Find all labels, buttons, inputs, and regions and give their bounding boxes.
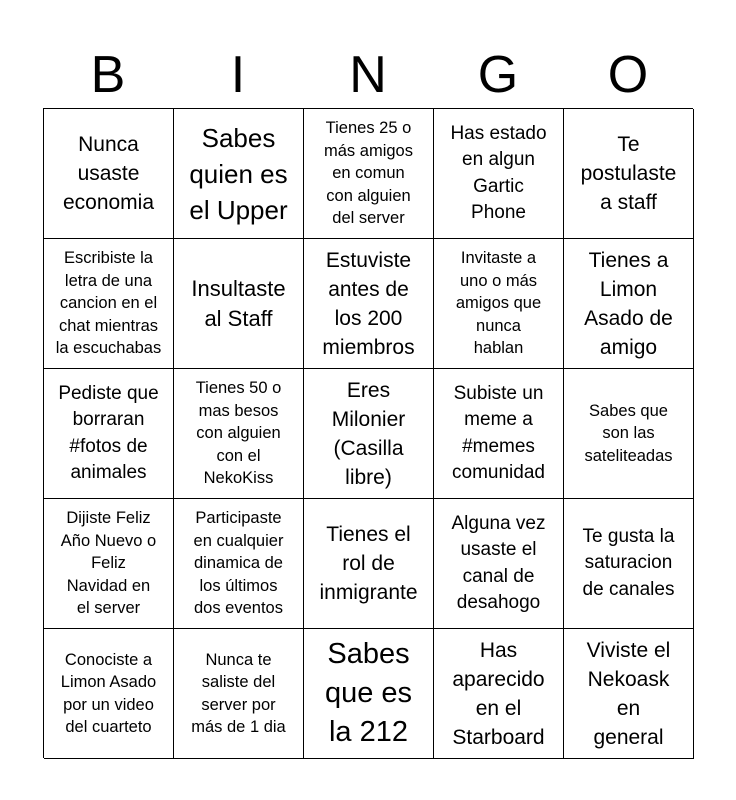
header-letter-i: I [230, 46, 246, 104]
bingo-cell-r5c1[interactable] [44, 629, 174, 759]
header-letter-b: B [90, 46, 126, 104]
bingo-cell-r1c5[interactable] [564, 109, 694, 239]
cell-text: Tienes el rol de inmigrante [319, 523, 418, 604]
cell-text: Subiste un meme a #memes comunidad [452, 382, 545, 483]
bingo-cell-r3c5[interactable] [564, 369, 694, 499]
cell-text: Tienes 50 o mas besos con alguien con el NekoKiss [195, 379, 282, 488]
bingo-cell-r4c5[interactable] [564, 499, 694, 629]
cell-text: Has estado en algun Gartic Phone [450, 122, 547, 223]
bingo-cell-r3c1[interactable] [44, 369, 174, 499]
bingo-cell-r3c2[interactable] [174, 369, 304, 499]
header-letter-n: N [349, 46, 387, 104]
cell-text: Conociste a Limon Asado por un video del cuarteto [60, 650, 157, 736]
cell-text: Eres Milonier (Casilla libre) [331, 378, 406, 489]
bingo-cell-r1c1[interactable] [44, 109, 174, 239]
cell-text: Participaste en cualquier dinamica de los últimos dos eventos [193, 509, 284, 618]
cell-text: Te postulaste a staff [580, 133, 677, 214]
bingo-header [43, 44, 693, 106]
cell-text: Tienes 25 o más amigos en comun con alguien del server [324, 119, 413, 228]
bingo-cell-r4c4[interactable] [434, 499, 564, 629]
bingo-cell-r3c3[interactable] [304, 369, 434, 499]
bingo-cell-r2c3[interactable] [304, 239, 434, 369]
cell-text: Viviste el Nekoask en general [586, 638, 671, 749]
cell-text: Sabes que es la 212 [324, 638, 413, 748]
cell-text: Escribiste la letra de una cancion en el chat mientras la escuchabas [55, 249, 162, 358]
cell-text: Sabes que son las sateliteadas [584, 401, 673, 465]
bingo-cell-r2c2[interactable] [174, 239, 304, 369]
bingo-cell-r4c3[interactable] [304, 499, 434, 629]
cell-text: Sabes quien es el Upper [189, 122, 288, 225]
bingo-cell-r2c5[interactable] [564, 239, 694, 369]
bingo-cell-r5c2[interactable] [174, 629, 304, 759]
bingo-cell-r2c1[interactable] [44, 239, 174, 369]
bingo-cell-r4c1[interactable] [44, 499, 174, 629]
bingo-cell-r5c4[interactable] [434, 629, 564, 759]
cell-text: Dijiste Feliz Año Nuevo o Feliz Navidad en el server [60, 509, 157, 618]
cell-text: Estuviste antes de los 200 miembros [322, 248, 415, 359]
bingo-cell-r5c3[interactable] [304, 629, 434, 759]
header-letter-o: O [607, 46, 649, 104]
bingo-cell-r1c4[interactable] [434, 109, 564, 239]
bingo-cell-r3c4[interactable] [434, 369, 564, 499]
cell-text: Nunca usaste economia [62, 133, 155, 214]
cell-text: Tienes a Limon Asado de amigo [584, 248, 673, 359]
bingo-cell-r2c4[interactable] [434, 239, 564, 369]
cell-text: Nunca te saliste del server por más de 1 dia [191, 650, 286, 736]
cell-text: Insultaste al Staff [191, 276, 286, 331]
cell-text: Te gusta la saturacion de canales [582, 525, 675, 600]
bingo-cell-r1c2[interactable] [174, 109, 304, 239]
bingo-cell-r5c5[interactable] [564, 629, 694, 759]
header-letter-g: G [477, 46, 519, 104]
bingo-board [43, 108, 693, 758]
cell-text: Pediste que borraran #fotos de animales [58, 382, 159, 483]
bingo-cell-r1c3[interactable] [304, 109, 434, 239]
cell-text: Has aparecido en el Starboard [452, 638, 545, 749]
cell-text: Alguna vez usaste el canal de desahogo [451, 512, 546, 613]
cell-text: Invitaste a uno o más amigos que nunca hablan [455, 249, 542, 358]
bingo-cell-r4c2[interactable] [174, 499, 304, 629]
